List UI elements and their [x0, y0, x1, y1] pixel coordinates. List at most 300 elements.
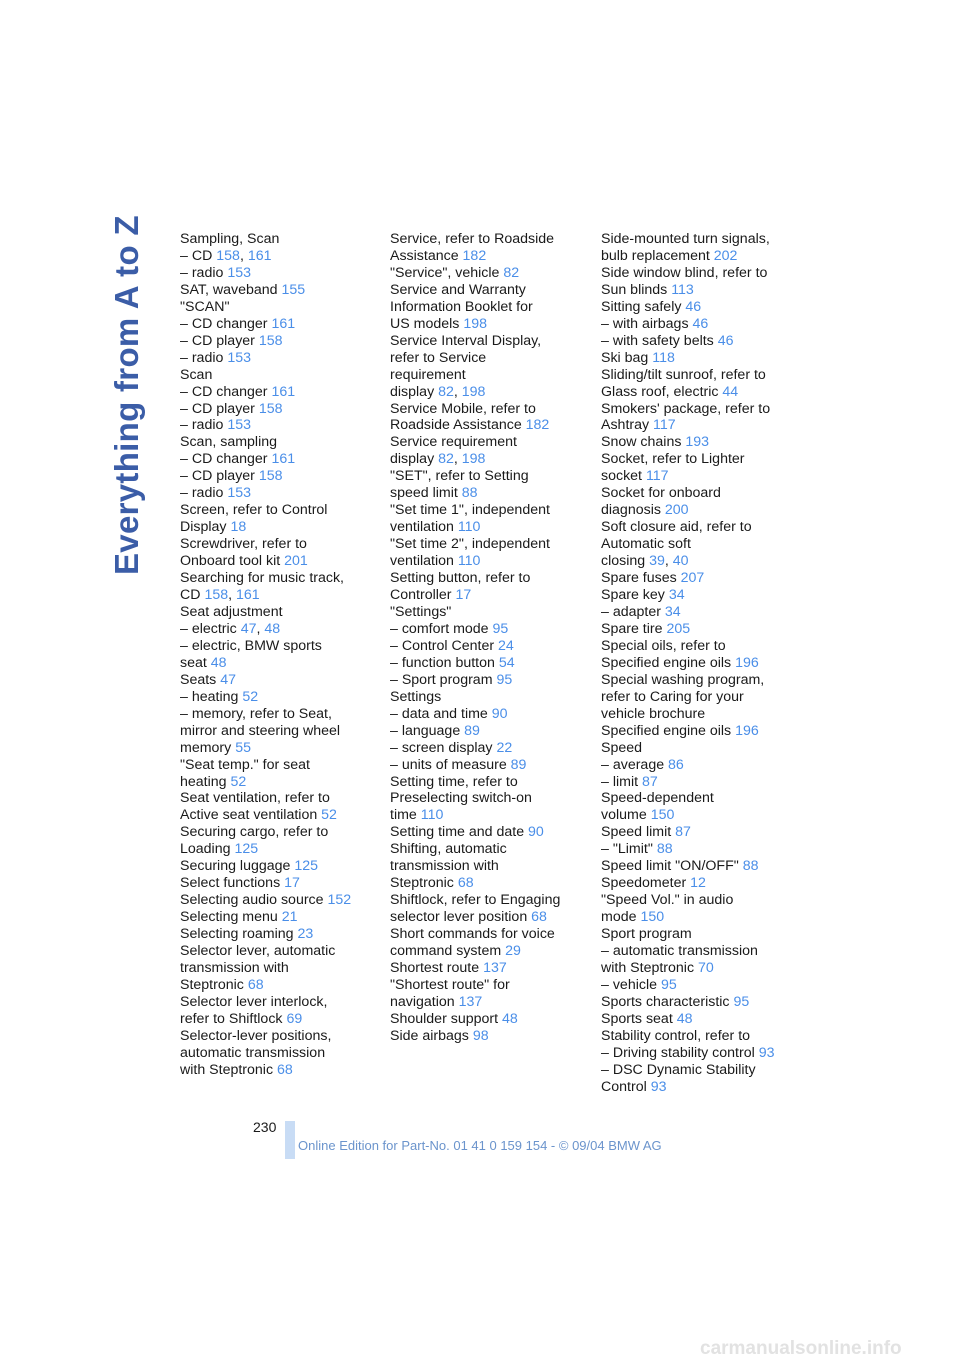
index-entry: [390, 638, 586, 655]
index-entry: [601, 333, 797, 350]
page-reference-link[interactable]: 22: [496, 739, 513, 756]
page-reference-link[interactable]: 86: [668, 756, 684, 773]
index-entry: [601, 892, 797, 909]
index-term: Active seat ventilation: [180, 807, 322, 824]
index-term: Selecting roaming: [180, 926, 298, 943]
index-term: Smokers' package, refer to: [601, 400, 771, 417]
index-entry: [601, 824, 797, 841]
index-term: selector lever position: [390, 909, 532, 926]
index-entry: [390, 333, 586, 350]
page-reference-link[interactable]: 34: [664, 603, 681, 620]
index-term: Display: [180, 519, 231, 536]
index-entry: [601, 655, 797, 672]
page-reference-link[interactable]: 198: [461, 383, 486, 400]
index-term: Specified engine oils: [601, 722, 736, 739]
index-entry: [601, 451, 797, 468]
index-entry: [601, 807, 797, 824]
page-reference-link[interactable]: 161: [271, 383, 296, 400]
index-entry: [390, 265, 586, 282]
index-term: Speedometer: [601, 875, 691, 892]
index-entry: [180, 977, 376, 994]
page-reference-link[interactable]: 200: [664, 502, 689, 519]
page-reference-link[interactable]: 158: [216, 247, 240, 264]
index-entry: [180, 485, 376, 502]
index-term: Screen, refer to Control: [180, 502, 328, 519]
page-reference-link[interactable]: 89: [510, 756, 527, 773]
index-entry: [390, 553, 586, 570]
page-reference-link[interactable]: 21: [281, 909, 298, 926]
index-term: Socket, refer to Lighter: [601, 451, 745, 468]
page-reference-link[interactable]: 46: [685, 298, 702, 315]
page-reference-link[interactable]: 82: [438, 383, 454, 400]
index-term: Onboard tool kit: [180, 553, 285, 570]
index-term: Scan, sampling: [180, 434, 277, 451]
index-term: "Set time 2", independent: [390, 536, 550, 553]
index-term: Securing luggage: [180, 858, 295, 875]
index-entry: [390, 468, 586, 485]
page-reference-link[interactable]: 40: [672, 553, 689, 570]
page-reference-link[interactable]: 198: [461, 451, 486, 468]
index-term: seat: [180, 654, 211, 671]
index-entry: [180, 926, 376, 943]
index-entry: [601, 434, 797, 451]
page-reference-link[interactable]: 39: [649, 553, 665, 570]
index-entry: [390, 824, 586, 841]
page-reference-link[interactable]: 23: [297, 926, 314, 943]
index-entry: [390, 994, 586, 1011]
index-term: Selecting menu: [180, 909, 282, 926]
page-reference-link[interactable]: 47: [220, 671, 237, 688]
page-reference-link[interactable]: 137: [483, 959, 507, 976]
index-term: Specified engine oils: [601, 654, 736, 671]
index-term: ventilation: [390, 519, 458, 536]
page-reference-link[interactable]: 88: [656, 841, 673, 858]
index-entry: [180, 417, 376, 434]
index-term: Speed limit: [601, 824, 676, 841]
index-term: diagnosis: [601, 502, 665, 519]
index-term: "Set time 1", independent: [390, 502, 550, 519]
index-entry: [601, 858, 797, 875]
index-entry: [180, 706, 376, 723]
index-entry: [180, 892, 376, 909]
index-entry: – CD 158, 161: [180, 247, 272, 264]
page-reference-link[interactable]: 95: [496, 671, 513, 688]
index-entry: [390, 841, 586, 858]
page-reference-link[interactable]: 46: [717, 332, 734, 349]
index-entry: [180, 638, 376, 655]
index-term: Shiftlock, refer to Engaging: [390, 892, 561, 909]
index-term: Sampling, Scan: [180, 231, 280, 247]
index-entry: [601, 367, 797, 384]
index-entry: [180, 960, 376, 977]
index-entry: [390, 282, 586, 299]
page-reference-link[interactable]: 17: [284, 875, 300, 892]
index-term: Service and Warranty: [390, 281, 526, 298]
index-entry: [390, 299, 586, 316]
index-column-2: [390, 231, 586, 1045]
page-reference-link[interactable]: 68: [457, 875, 474, 892]
index-entry: [390, 723, 586, 740]
index-term: – CD changer: [180, 451, 272, 468]
page-reference-link[interactable]: 18: [230, 519, 247, 536]
page-reference-link[interactable]: 68: [247, 976, 264, 993]
page-reference-link[interactable]: 87: [675, 824, 691, 841]
page-reference-link[interactable]: 155: [281, 281, 306, 298]
index-term: Glass roof, electric: [601, 383, 723, 400]
page-reference-link[interactable]: 69: [286, 1010, 303, 1027]
index-term: ventilation: [390, 553, 458, 570]
index-term: – "Limit": [601, 841, 657, 858]
index-term: – radio: [180, 264, 228, 281]
index-entry: [601, 316, 797, 333]
page-reference-link[interactable]: 87: [642, 773, 658, 790]
page-reference-link[interactable]: 113: [671, 281, 694, 298]
index-entry: [390, 672, 586, 689]
index-term: Ashtray: [601, 417, 654, 434]
page-reference-link[interactable]: 182: [525, 417, 550, 434]
index-entry: [180, 774, 376, 791]
index-entry: [601, 1028, 797, 1045]
index-term: – radio: [180, 349, 228, 366]
index-entry: [180, 384, 376, 401]
index-entry: [390, 960, 586, 977]
page-reference-link[interactable]: 95: [492, 620, 509, 637]
page-reference-link[interactable]: 153: [227, 349, 251, 366]
index-entry: CD 158, 161: [180, 587, 260, 604]
page-reference-link[interactable]: 48: [502, 1010, 518, 1027]
index-entry: [390, 621, 586, 638]
index-term: heating: [180, 773, 231, 790]
page-reference-link[interactable]: 150: [650, 807, 675, 824]
index-entry: [390, 350, 586, 367]
page-reference-link[interactable]: 201: [284, 553, 308, 570]
page-reference-link[interactable]: 48: [210, 654, 227, 671]
page-reference-link[interactable]: 68: [531, 909, 547, 926]
index-term: – CD changer: [180, 383, 272, 400]
index-entry: [601, 350, 797, 367]
index-term: Snow chains: [601, 434, 686, 451]
page-reference-link[interactable]: 52: [230, 773, 247, 790]
index-term: speed limit: [390, 485, 462, 502]
index-term: – adapter: [601, 603, 665, 620]
page-reference-link[interactable]: 88: [742, 858, 759, 875]
page-reference-link[interactable]: 82: [438, 451, 454, 468]
index-term: Spare fuses: [601, 570, 681, 587]
index-term: SAT, waveband: [180, 281, 282, 298]
page-reference-link[interactable]: 52: [321, 807, 337, 824]
index-entry: [180, 282, 376, 299]
index-term: "Shortest route" for: [390, 976, 510, 993]
page-reference-link[interactable]: 117: [653, 417, 676, 434]
index-entry: [180, 451, 376, 468]
index-entry: [180, 1045, 376, 1062]
index-term: Securing cargo, refer to: [180, 824, 329, 841]
page-reference-link[interactable]: 150: [640, 909, 665, 926]
page-reference-link[interactable]: 125: [234, 841, 259, 858]
page-reference-link[interactable]: 70: [698, 959, 714, 976]
index-entry: [180, 875, 376, 892]
index-term: Settings: [390, 688, 442, 705]
index-entry: closing 39, 40: [601, 553, 689, 570]
page-reference-link[interactable]: 153: [227, 417, 251, 434]
index-entry: [180, 367, 376, 384]
index-term: Steptronic: [180, 976, 248, 993]
index-term: Scan: [180, 366, 213, 383]
index-entry: [601, 1062, 797, 1079]
page-reference-link[interactable]: 93: [758, 1044, 775, 1061]
index-term: Shoulder support: [390, 1010, 502, 1027]
page-reference-link[interactable]: 158: [204, 587, 229, 604]
index-entry: [180, 231, 376, 248]
index-term: requirement: [390, 366, 466, 383]
index-entry: [390, 858, 586, 875]
page-reference-link[interactable]: 48: [264, 620, 281, 637]
page-reference-link[interactable]: 152: [327, 892, 352, 909]
page-reference-link[interactable]: 117: [645, 468, 669, 485]
index-term: Steptronic: [390, 875, 458, 892]
index-entry: [601, 689, 797, 706]
index-term: Seat adjustment: [180, 603, 283, 620]
index-entry: [601, 299, 797, 316]
index-term: Roadside Assistance: [390, 417, 526, 434]
index-term: – average: [601, 756, 669, 773]
index-entry: [390, 604, 586, 621]
index-term: Service requirement: [390, 434, 517, 451]
index-term: display: [390, 451, 439, 468]
page-reference-link[interactable]: 93: [650, 1078, 667, 1095]
index-column-1: [180, 231, 376, 1079]
index-entry: [180, 757, 376, 774]
page-reference-link[interactable]: 90: [528, 824, 544, 841]
index-entry: [601, 231, 797, 248]
page-reference-link[interactable]: 90: [491, 705, 508, 722]
page-reference-link[interactable]: 198: [463, 315, 487, 332]
page-reference-link[interactable]: 46: [692, 315, 709, 332]
index-entry: [601, 384, 797, 401]
index-term: Setting time, refer to: [390, 773, 518, 790]
index-entry: [390, 1028, 586, 1045]
index-entry: [601, 672, 797, 689]
index-entry: [390, 943, 586, 960]
index-term: – electric: [180, 620, 241, 637]
page-reference-link[interactable]: 193: [685, 434, 710, 451]
index-term: navigation: [390, 993, 459, 1010]
index-term: Selector-lever positions,: [180, 1027, 332, 1044]
page-reference-link[interactable]: 48: [676, 1010, 693, 1027]
index-entry: [601, 401, 797, 418]
index-entry: [390, 231, 586, 248]
page-reference-link[interactable]: 24: [498, 637, 514, 654]
index-term: US models: [390, 315, 464, 332]
page-reference-link[interactable]: 207: [680, 570, 705, 587]
index-term: refer to Shiftlock: [180, 1010, 287, 1027]
page-reference-link[interactable]: 29: [505, 943, 521, 960]
index-term: with Steptronic: [601, 959, 698, 976]
index-entry: [601, 790, 797, 807]
page-reference-link[interactable]: 182: [462, 247, 487, 264]
index-term: Side-mounted turn signals,: [601, 231, 770, 247]
index-term: Sliding/tilt sunroof, refer to: [601, 366, 766, 383]
index-term: Setting button, refer to: [390, 570, 531, 587]
page-reference-link[interactable]: 110: [457, 519, 481, 536]
index-entry: [601, 604, 797, 621]
page-reference-link[interactable]: 158: [258, 332, 283, 349]
index-entry: [180, 994, 376, 1011]
page-reference-link[interactable]: 161: [247, 247, 272, 264]
page-reference-link[interactable]: 158: [258, 468, 283, 485]
index-term: Setting time and date: [390, 824, 529, 841]
index-entry: [601, 417, 797, 434]
index-term: Shifting, automatic: [390, 841, 507, 858]
page-reference-link[interactable]: 12: [690, 875, 706, 892]
index-term: "SCAN": [180, 298, 230, 315]
index-term: – comfort mode: [390, 620, 493, 637]
index-entry: [390, 401, 586, 418]
index-entry: [390, 519, 586, 536]
index-entry: [601, 1045, 797, 1062]
page-reference-link[interactable]: 153: [227, 485, 251, 502]
index-entry: [601, 723, 797, 740]
index-entry: [390, 248, 586, 265]
page-reference-link[interactable]: 52: [242, 688, 259, 705]
index-entry: [180, 655, 376, 672]
index-term: refer to Caring for your: [601, 688, 744, 705]
index-entry: [601, 977, 797, 994]
index-entry: [601, 485, 797, 502]
index-entry: [390, 689, 586, 706]
index-entry: [180, 570, 376, 587]
index-term: Shortest route: [390, 959, 484, 976]
index-entry: [601, 265, 797, 282]
index-entry: [390, 875, 586, 892]
index-entry: [390, 926, 586, 943]
index-term: Spare tire: [601, 620, 667, 637]
index-term: – automatic transmission: [601, 943, 758, 960]
page-reference-link[interactable]: 205: [666, 620, 691, 637]
index-term: bulb replacement: [601, 247, 714, 264]
page-reference-link[interactable]: 118: [652, 349, 675, 366]
page-reference-link[interactable]: 161: [271, 451, 296, 468]
index-term: – screen display: [390, 739, 497, 756]
page-reference-link[interactable]: 89: [464, 722, 480, 739]
index-entry: display 82, 198: [390, 451, 486, 468]
index-entry: [180, 1062, 376, 1079]
page-reference-link[interactable]: 98: [472, 1027, 489, 1044]
page-reference-link[interactable]: 161: [236, 587, 260, 604]
index-entry: [390, 536, 586, 553]
page-reference-link[interactable]: 54: [498, 654, 515, 671]
index-term: Side airbags: [390, 1027, 473, 1044]
index-term: – Sport program: [390, 671, 497, 688]
page-reference-link[interactable]: 153: [227, 264, 251, 281]
page-reference-link[interactable]: 44: [722, 383, 739, 400]
index-term: – data and time: [390, 705, 492, 722]
index-entry: [601, 841, 797, 858]
index-term: Short commands for voice: [390, 926, 555, 943]
index-entry: [390, 774, 586, 791]
footer-accent-bar: [285, 1121, 295, 1159]
index-term: Stability control, refer to: [601, 1027, 751, 1044]
index-term: time: [390, 807, 421, 824]
index-term: Selector lever interlock,: [180, 993, 328, 1010]
page-reference-link[interactable]: 110: [457, 553, 481, 570]
index-entry: [180, 333, 376, 350]
index-entry: [601, 943, 797, 960]
page-reference-link[interactable]: 202: [713, 247, 738, 264]
index-term: Speed limit "ON/OFF": [601, 858, 743, 875]
page-reference-link[interactable]: 196: [735, 654, 759, 671]
index-entry: [180, 553, 376, 570]
page-reference-link[interactable]: 196: [735, 722, 759, 739]
page-reference-link[interactable]: 34: [668, 587, 685, 604]
index-entry: [601, 926, 797, 943]
index-term: Special oils, refer to: [601, 637, 726, 654]
page-reference-link[interactable]: 88: [461, 485, 478, 502]
index-entry: [390, 367, 586, 384]
index-entry: [180, 519, 376, 536]
index-term: – electric, BMW sports: [180, 637, 322, 654]
index-term: vehicle brochure: [601, 705, 706, 722]
index-entry: [601, 909, 797, 926]
index-entry: [180, 502, 376, 519]
index-entry: [180, 299, 376, 316]
index-term: – CD: [180, 247, 217, 264]
page-reference-link[interactable]: 110: [420, 807, 444, 824]
index-term: refer to Service: [390, 349, 487, 366]
index-term: Automatic soft: [601, 536, 691, 553]
index-term: – Driving stability control: [601, 1044, 759, 1061]
index-term: Speed-dependent: [601, 790, 714, 807]
page-reference-link[interactable]: 68: [277, 1061, 293, 1078]
page-reference-link[interactable]: 95: [660, 976, 677, 993]
index-column-3: [601, 231, 797, 1096]
page-reference-link[interactable]: 161: [271, 315, 296, 332]
index-term: Service, refer to Roadside: [390, 231, 555, 247]
page-reference-link[interactable]: 125: [294, 858, 319, 875]
page-reference-link[interactable]: 158: [258, 400, 283, 417]
index-entry: [601, 875, 797, 892]
index-entry: [390, 757, 586, 774]
index-entry: [601, 502, 797, 519]
index-entry: [601, 774, 797, 791]
index-term: Ski bag: [601, 349, 653, 366]
page-reference-link[interactable]: 137: [458, 993, 483, 1010]
index-term: mode: [601, 909, 641, 926]
index-term: – vehicle: [601, 976, 661, 993]
page-reference-link[interactable]: 55: [235, 739, 251, 756]
index-entry: [180, 858, 376, 875]
index-entry: [180, 468, 376, 485]
index-term: – radio: [180, 417, 228, 434]
index-entry: [180, 807, 376, 824]
index-entry: [601, 468, 797, 485]
index-entry: [601, 638, 797, 655]
page-reference-link[interactable]: 17: [455, 587, 472, 604]
index-term: command system: [390, 943, 506, 960]
index-term: – memory, refer to Seat,: [180, 705, 332, 722]
page-reference-link[interactable]: 95: [733, 993, 750, 1010]
index-term: Sports characteristic: [601, 993, 734, 1010]
page-reference-link[interactable]: 82: [503, 264, 520, 281]
index-entry: [390, 502, 586, 519]
index-term: display: [390, 383, 439, 400]
index-term: Searching for music track,: [180, 570, 345, 587]
index-term: memory: [180, 739, 236, 756]
page-reference-link[interactable]: 47: [240, 620, 257, 637]
index-term: Controller: [390, 587, 456, 604]
index-term: – heating: [180, 688, 243, 705]
index-term: Sitting safely: [601, 298, 686, 315]
